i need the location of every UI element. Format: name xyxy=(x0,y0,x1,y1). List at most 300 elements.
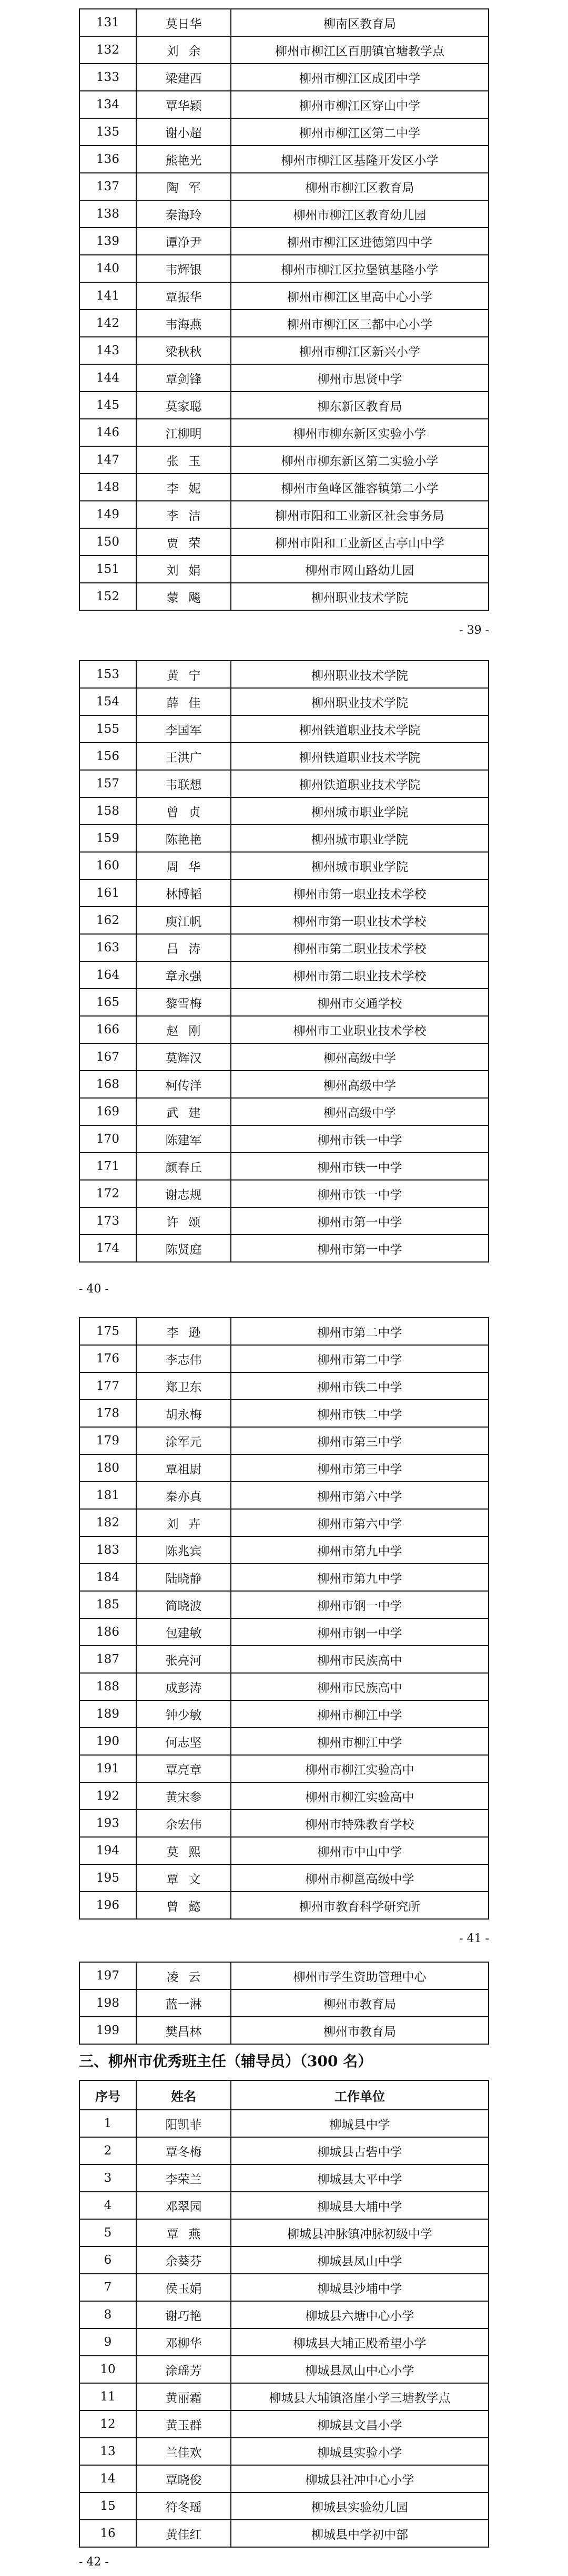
row-number: 163 xyxy=(80,935,137,962)
row-number: 162 xyxy=(80,907,137,935)
table-row xyxy=(80,337,489,365)
row-number: 133 xyxy=(80,64,137,91)
work-unit: 柳州市教育科学研究所 xyxy=(231,1892,489,1920)
person-name: 李 洁 xyxy=(137,501,231,529)
award-list-table-page-41 xyxy=(79,1317,489,1920)
row-number: 164 xyxy=(80,962,137,989)
table-row xyxy=(80,1592,489,1619)
person-name: 陈兆宾 xyxy=(137,1537,231,1564)
table-row xyxy=(80,853,489,880)
table-body xyxy=(80,2110,489,2548)
person-name: 熊艳光 xyxy=(137,146,231,173)
row-number: 185 xyxy=(80,1592,137,1619)
person-name: 覃华颖 xyxy=(137,91,231,119)
work-unit: 柳州市思贤中学 xyxy=(231,365,489,392)
work-unit: 柳州职业技术学院 xyxy=(231,661,489,689)
work-unit: 柳州市第六中学 xyxy=(231,1482,489,1510)
work-unit: 柳州市柳江区成团中学 xyxy=(231,64,489,91)
table-row xyxy=(80,447,489,474)
row-number: 195 xyxy=(80,1865,137,1892)
row-number: 178 xyxy=(80,1400,137,1428)
table-row xyxy=(80,1235,489,1263)
table-row xyxy=(80,2302,489,2329)
person-name: 邓翠园 xyxy=(137,2192,231,2220)
table-row xyxy=(80,1674,489,1701)
row-number: 145 xyxy=(80,392,137,419)
table-row xyxy=(80,1346,489,1373)
row-number: 151 xyxy=(80,556,137,583)
table-row xyxy=(80,2466,489,2493)
person-name: 符冬瑶 xyxy=(137,2493,231,2520)
person-name: 梁秋秋 xyxy=(137,337,231,365)
person-name: 王洪广 xyxy=(137,743,231,771)
person-name: 曾 贞 xyxy=(137,798,231,825)
row-number: 198 xyxy=(80,1990,137,2017)
table-row xyxy=(80,1126,489,1153)
row-number: 138 xyxy=(80,201,137,228)
row-number: 136 xyxy=(80,146,137,173)
table-row xyxy=(80,661,489,689)
work-unit: 柳州市第二中学 xyxy=(231,1318,489,1346)
row-number: 141 xyxy=(80,283,137,310)
person-name: 简晓波 xyxy=(137,1592,231,1619)
work-unit: 柳州市柳江区穿山中学 xyxy=(231,91,489,119)
person-name: 莫 熙 xyxy=(137,1838,231,1865)
work-unit: 柳州市柳江实验高中 xyxy=(231,1756,489,1783)
work-unit: 柳东新区教育局 xyxy=(231,392,489,419)
person-name: 钟少敏 xyxy=(137,1701,231,1728)
table-row xyxy=(80,228,489,255)
table-row xyxy=(80,907,489,935)
person-name: 陈贤庭 xyxy=(137,1235,231,1263)
header-number: 序号 xyxy=(80,2081,137,2110)
row-number: 199 xyxy=(80,2017,137,2045)
person-name: 张 玉 xyxy=(137,447,231,474)
head-teacher-table xyxy=(79,2080,489,2548)
person-name: 薛 佳 xyxy=(137,689,231,716)
person-name: 韦辉银 xyxy=(137,255,231,283)
person-name: 余葵芬 xyxy=(137,2247,231,2274)
table-row xyxy=(80,173,489,201)
table-row xyxy=(80,1537,489,1564)
page-number: - 40 - xyxy=(79,1282,109,1296)
row-number: 1 xyxy=(80,2110,137,2138)
award-list-table-page-39 xyxy=(79,8,489,611)
work-unit: 柳州市铁一中学 xyxy=(231,1126,489,1153)
row-number: 9 xyxy=(80,2329,137,2356)
work-unit: 柳州市鱼峰区雒容镇第二小学 xyxy=(231,474,489,501)
row-number: 197 xyxy=(80,1963,137,1990)
person-name: 樊昌林 xyxy=(137,2017,231,2045)
work-unit: 柳州铁道职业技术学院 xyxy=(231,716,489,743)
work-unit: 柳州市学生资助管理中心 xyxy=(231,1963,489,1990)
table-row xyxy=(80,1990,489,2017)
work-unit: 柳州高级中学 xyxy=(231,1099,489,1126)
row-number: 184 xyxy=(80,1564,137,1592)
work-unit: 柳州市柳江区里高中心小学 xyxy=(231,283,489,310)
person-name: 黄丽霜 xyxy=(137,2384,231,2411)
work-unit: 柳州市阳和工业新区社会事务局 xyxy=(231,501,489,529)
row-number: 12 xyxy=(80,2411,137,2438)
work-unit: 柳城县太平中学 xyxy=(231,2165,489,2192)
work-unit: 柳州市第一中学 xyxy=(231,1235,489,1263)
row-number: 180 xyxy=(80,1455,137,1482)
row-number: 175 xyxy=(80,1318,137,1346)
table-row xyxy=(80,119,489,146)
table-row xyxy=(80,2493,489,2520)
person-name: 陈艳艳 xyxy=(137,825,231,853)
work-unit: 柳州市第二职业技术学校 xyxy=(231,962,489,989)
table-row xyxy=(80,37,489,64)
table-row xyxy=(80,1564,489,1592)
work-unit: 柳城县大埔正殿希望小学 xyxy=(231,2329,489,2356)
work-unit: 柳州市第九中学 xyxy=(231,1564,489,1592)
person-name: 李国军 xyxy=(137,716,231,743)
work-unit: 柳州市柳江区新兴小学 xyxy=(231,337,489,365)
row-number: 176 xyxy=(80,1346,137,1373)
work-unit: 柳州市阳和工业新区古亭山中学 xyxy=(231,529,489,556)
person-name: 谢小超 xyxy=(137,119,231,146)
person-name: 黄宋参 xyxy=(137,1783,231,1810)
work-unit: 柳州市柳江区百朋镇官塘教学点 xyxy=(231,37,489,64)
table-row xyxy=(80,556,489,583)
row-number: 144 xyxy=(80,365,137,392)
row-number: 6 xyxy=(80,2247,137,2274)
work-unit: 柳州市柳江区第二中学 xyxy=(231,119,489,146)
work-unit: 柳州城市职业学院 xyxy=(231,825,489,853)
work-unit: 柳州市网山路幼儿园 xyxy=(231,556,489,583)
row-number: 181 xyxy=(80,1482,137,1510)
person-name: 侯玉娟 xyxy=(137,2274,231,2302)
person-name: 刘 娟 xyxy=(137,556,231,583)
row-number: 168 xyxy=(80,1071,137,1099)
table-row xyxy=(80,1756,489,1783)
table-row xyxy=(80,1044,489,1071)
table-row xyxy=(80,474,489,501)
person-name: 莫日华 xyxy=(137,9,231,37)
work-unit: 柳州市柳江实验高中 xyxy=(231,1783,489,1810)
person-name: 陶 军 xyxy=(137,173,231,201)
table-row xyxy=(80,771,489,798)
table-row xyxy=(80,1865,489,1892)
row-number: 192 xyxy=(80,1783,137,1810)
person-name: 赵 刚 xyxy=(137,1017,231,1044)
row-number: 182 xyxy=(80,1510,137,1537)
table-row xyxy=(80,1892,489,1920)
work-unit: 柳城县六塘中心小学 xyxy=(231,2302,489,2329)
table-row xyxy=(80,2192,489,2220)
row-number: 152 xyxy=(80,583,137,611)
person-name: 蒙 飚 xyxy=(137,583,231,611)
row-number: 11 xyxy=(80,2384,137,2411)
person-name: 陈建军 xyxy=(137,1126,231,1153)
table-row xyxy=(80,1510,489,1537)
row-number: 10 xyxy=(80,2356,137,2384)
row-number: 191 xyxy=(80,1756,137,1783)
person-name: 蓝一淋 xyxy=(137,1990,231,2017)
work-unit: 柳州城市职业学院 xyxy=(231,798,489,825)
row-number: 196 xyxy=(80,1892,137,1920)
row-number: 170 xyxy=(80,1126,137,1153)
table-row xyxy=(80,2438,489,2466)
person-name: 覃剑锋 xyxy=(137,365,231,392)
work-unit: 柳州市柳江中学 xyxy=(231,1728,489,1756)
person-name: 庾江帆 xyxy=(137,907,231,935)
table-row xyxy=(80,2411,489,2438)
table-row xyxy=(80,2356,489,2384)
row-number: 8 xyxy=(80,2302,137,2329)
table-row xyxy=(80,1455,489,1482)
row-number: 3 xyxy=(80,2165,137,2192)
row-number: 156 xyxy=(80,743,137,771)
work-unit: 柳城县冲脉镇冲脉初级中学 xyxy=(231,2220,489,2247)
table-row xyxy=(80,283,489,310)
row-number: 157 xyxy=(80,771,137,798)
row-number: 165 xyxy=(80,989,137,1017)
table-row xyxy=(80,365,489,392)
row-number: 179 xyxy=(80,1428,137,1455)
row-number: 16 xyxy=(80,2520,137,2548)
table-header-row xyxy=(80,2081,489,2110)
person-name: 周 华 xyxy=(137,853,231,880)
work-unit: 柳城县大埔镇洛崖小学三塘教学点 xyxy=(231,2384,489,2411)
row-number: 150 xyxy=(80,529,137,556)
work-unit: 柳州市钢一中学 xyxy=(231,1619,489,1646)
table-row xyxy=(80,1400,489,1428)
work-unit: 柳州市第三中学 xyxy=(231,1455,489,1482)
work-unit: 柳州市柳江中学 xyxy=(231,1701,489,1728)
row-number: 13 xyxy=(80,2438,137,2466)
work-unit: 柳州市民族高中 xyxy=(231,1674,489,1701)
work-unit: 柳州市柳江区教育局 xyxy=(231,173,489,201)
row-number: 149 xyxy=(80,501,137,529)
work-unit: 柳州市铁一中学 xyxy=(231,1153,489,1181)
table-row xyxy=(80,501,489,529)
person-name: 覃振华 xyxy=(137,283,231,310)
table-row xyxy=(80,743,489,771)
table-row xyxy=(80,1153,489,1181)
work-unit: 柳州高级中学 xyxy=(231,1071,489,1099)
award-list-table-page-40 xyxy=(79,660,489,1263)
row-number: 183 xyxy=(80,1537,137,1564)
table-row xyxy=(80,1373,489,1400)
table-row xyxy=(80,1646,489,1674)
person-name: 李志伟 xyxy=(137,1346,231,1373)
person-name: 覃祖尉 xyxy=(137,1455,231,1482)
row-number: 172 xyxy=(80,1181,137,1208)
person-name: 黄佳红 xyxy=(137,2520,231,2548)
person-name: 郑卫东 xyxy=(137,1373,231,1400)
work-unit: 柳州市第三中学 xyxy=(231,1428,489,1455)
row-number: 161 xyxy=(80,880,137,907)
table-row xyxy=(80,1208,489,1235)
page-number: - 41 - xyxy=(459,1932,489,1945)
row-number: 166 xyxy=(80,1017,137,1044)
row-number: 154 xyxy=(80,689,137,716)
row-number: 167 xyxy=(80,1044,137,1071)
work-unit: 柳城县社冲中心小学 xyxy=(231,2466,489,2493)
work-unit: 柳州市第六中学 xyxy=(231,1510,489,1537)
work-unit: 柳州高级中学 xyxy=(231,1044,489,1071)
person-name: 胡永梅 xyxy=(137,1400,231,1428)
person-name: 涂军元 xyxy=(137,1428,231,1455)
table-row xyxy=(80,9,489,37)
table-row xyxy=(80,1838,489,1865)
row-number: 153 xyxy=(80,661,137,689)
table-row xyxy=(80,583,489,611)
person-name: 武 建 xyxy=(137,1099,231,1126)
person-name: 曾 懿 xyxy=(137,1892,231,1920)
person-name: 阳凯菲 xyxy=(137,2110,231,2138)
work-unit: 柳州市钢一中学 xyxy=(231,1592,489,1619)
person-name: 陆晓静 xyxy=(137,1564,231,1592)
table-row xyxy=(80,689,489,716)
row-number: 132 xyxy=(80,37,137,64)
table-row xyxy=(80,1701,489,1728)
work-unit: 柳州市教育局 xyxy=(231,1990,489,2017)
work-unit: 柳南区教育局 xyxy=(231,9,489,37)
row-number: 158 xyxy=(80,798,137,825)
work-unit: 柳州市工业职业技术学校 xyxy=(231,1017,489,1044)
row-number: 7 xyxy=(80,2274,137,2302)
row-number: 5 xyxy=(80,2220,137,2247)
work-unit: 柳州市铁二中学 xyxy=(231,1373,489,1400)
table-row xyxy=(80,2220,489,2247)
work-unit: 柳州市铁二中学 xyxy=(231,1400,489,1428)
person-name: 许 颂 xyxy=(137,1208,231,1235)
row-number: 4 xyxy=(80,2192,137,2220)
work-unit: 柳州市第一职业技术学校 xyxy=(231,907,489,935)
person-name: 莫家聪 xyxy=(137,392,231,419)
row-number: 148 xyxy=(80,474,137,501)
table-row xyxy=(80,529,489,556)
header-unit: 工作单位 xyxy=(231,2081,489,2110)
header-name: 姓名 xyxy=(137,2081,231,2110)
person-name: 成彭涛 xyxy=(137,1674,231,1701)
table-row xyxy=(80,716,489,743)
work-unit: 柳州市民族高中 xyxy=(231,1646,489,1674)
row-number: 160 xyxy=(80,853,137,880)
table-row xyxy=(80,310,489,337)
table-row xyxy=(80,2520,489,2548)
person-name: 贾 荣 xyxy=(137,529,231,556)
work-unit: 柳城县中学初中部 xyxy=(231,2520,489,2548)
table-row xyxy=(80,91,489,119)
table-row xyxy=(80,935,489,962)
person-name: 谢志规 xyxy=(137,1181,231,1208)
table-row xyxy=(80,1619,489,1646)
work-unit: 柳州市第一职业技术学校 xyxy=(231,880,489,907)
table-row xyxy=(80,1728,489,1756)
work-unit: 柳城县实验幼儿园 xyxy=(231,2493,489,2520)
work-unit: 柳州市第一中学 xyxy=(231,1208,489,1235)
person-name: 刘 余 xyxy=(137,37,231,64)
row-number: 194 xyxy=(80,1838,137,1865)
person-name: 覃晓俊 xyxy=(137,2466,231,2493)
award-list-table-page-42 xyxy=(79,1962,489,2045)
person-name: 李 逊 xyxy=(137,1318,231,1346)
person-name: 刘 卉 xyxy=(137,1510,231,1537)
person-name: 章永强 xyxy=(137,962,231,989)
person-name: 谢巧艳 xyxy=(137,2302,231,2329)
table-row xyxy=(80,2165,489,2192)
work-unit: 柳州市教育局 xyxy=(231,2017,489,2045)
row-number: 134 xyxy=(80,91,137,119)
row-number: 139 xyxy=(80,228,137,255)
person-name: 林博韬 xyxy=(137,880,231,907)
row-number: 140 xyxy=(80,255,137,283)
table-row xyxy=(80,2110,489,2138)
work-unit: 柳州市第九中学 xyxy=(231,1537,489,1564)
person-name: 秦亦真 xyxy=(137,1482,231,1510)
person-name: 秦海玲 xyxy=(137,201,231,228)
table-row xyxy=(80,64,489,91)
work-unit: 柳州市柳东新区第二实验小学 xyxy=(231,447,489,474)
work-unit: 柳州铁道职业技术学院 xyxy=(231,743,489,771)
table-row xyxy=(80,1071,489,1099)
work-unit: 柳城县中学 xyxy=(231,2110,489,2138)
person-name: 涂瑶芳 xyxy=(137,2356,231,2384)
person-name: 谭净尹 xyxy=(137,228,231,255)
page-number: - 42 - xyxy=(79,2556,109,2569)
work-unit: 柳城县实验小学 xyxy=(231,2438,489,2466)
person-name: 张亮河 xyxy=(137,1646,231,1674)
work-unit: 柳州市柳江区拉堡镇基隆小学 xyxy=(231,255,489,283)
table-row xyxy=(80,1099,489,1126)
table-row xyxy=(80,880,489,907)
row-number: 174 xyxy=(80,1235,137,1263)
person-name: 余宏伟 xyxy=(137,1810,231,1838)
table-row xyxy=(80,1017,489,1044)
row-number: 147 xyxy=(80,447,137,474)
person-name: 邓柳华 xyxy=(137,2329,231,2356)
person-name: 兰佳欢 xyxy=(137,2438,231,2466)
work-unit: 柳城县文昌小学 xyxy=(231,2411,489,2438)
table-row xyxy=(80,1963,489,1990)
row-number: 190 xyxy=(80,1728,137,1756)
row-number: 188 xyxy=(80,1674,137,1701)
work-unit: 柳州市柳江区进德第四中学 xyxy=(231,228,489,255)
table-row xyxy=(80,1783,489,1810)
row-number: 189 xyxy=(80,1701,137,1728)
person-name: 何志坚 xyxy=(137,1728,231,1756)
work-unit: 柳州市柳东新区实验小学 xyxy=(231,419,489,447)
row-number: 193 xyxy=(80,1810,137,1838)
work-unit: 柳州市柳江区基隆开发区小学 xyxy=(231,146,489,173)
work-unit: 柳州市柳江区教育幼儿园 xyxy=(231,201,489,228)
person-name: 江柳明 xyxy=(137,419,231,447)
row-number: 2 xyxy=(80,2138,137,2165)
row-number: 135 xyxy=(80,119,137,146)
table-row xyxy=(80,2017,489,2045)
work-unit: 柳州市特殊教育学校 xyxy=(231,1810,489,1838)
row-number: 142 xyxy=(80,310,137,337)
work-unit: 柳城县凤山中学 xyxy=(231,2247,489,2274)
table-row xyxy=(80,419,489,447)
table-row xyxy=(80,798,489,825)
row-number: 15 xyxy=(80,2493,137,2520)
work-unit: 柳州职业技术学院 xyxy=(231,689,489,716)
work-unit: 柳州市中山中学 xyxy=(231,1838,489,1865)
row-number: 177 xyxy=(80,1373,137,1400)
person-name: 黎雪梅 xyxy=(137,989,231,1017)
person-name: 黄玉群 xyxy=(137,2411,231,2438)
person-name: 吕 涛 xyxy=(137,935,231,962)
person-name: 包建敏 xyxy=(137,1619,231,1646)
person-name: 韦海燕 xyxy=(137,310,231,337)
page-number: - 39 - xyxy=(459,624,489,637)
table-row xyxy=(80,146,489,173)
